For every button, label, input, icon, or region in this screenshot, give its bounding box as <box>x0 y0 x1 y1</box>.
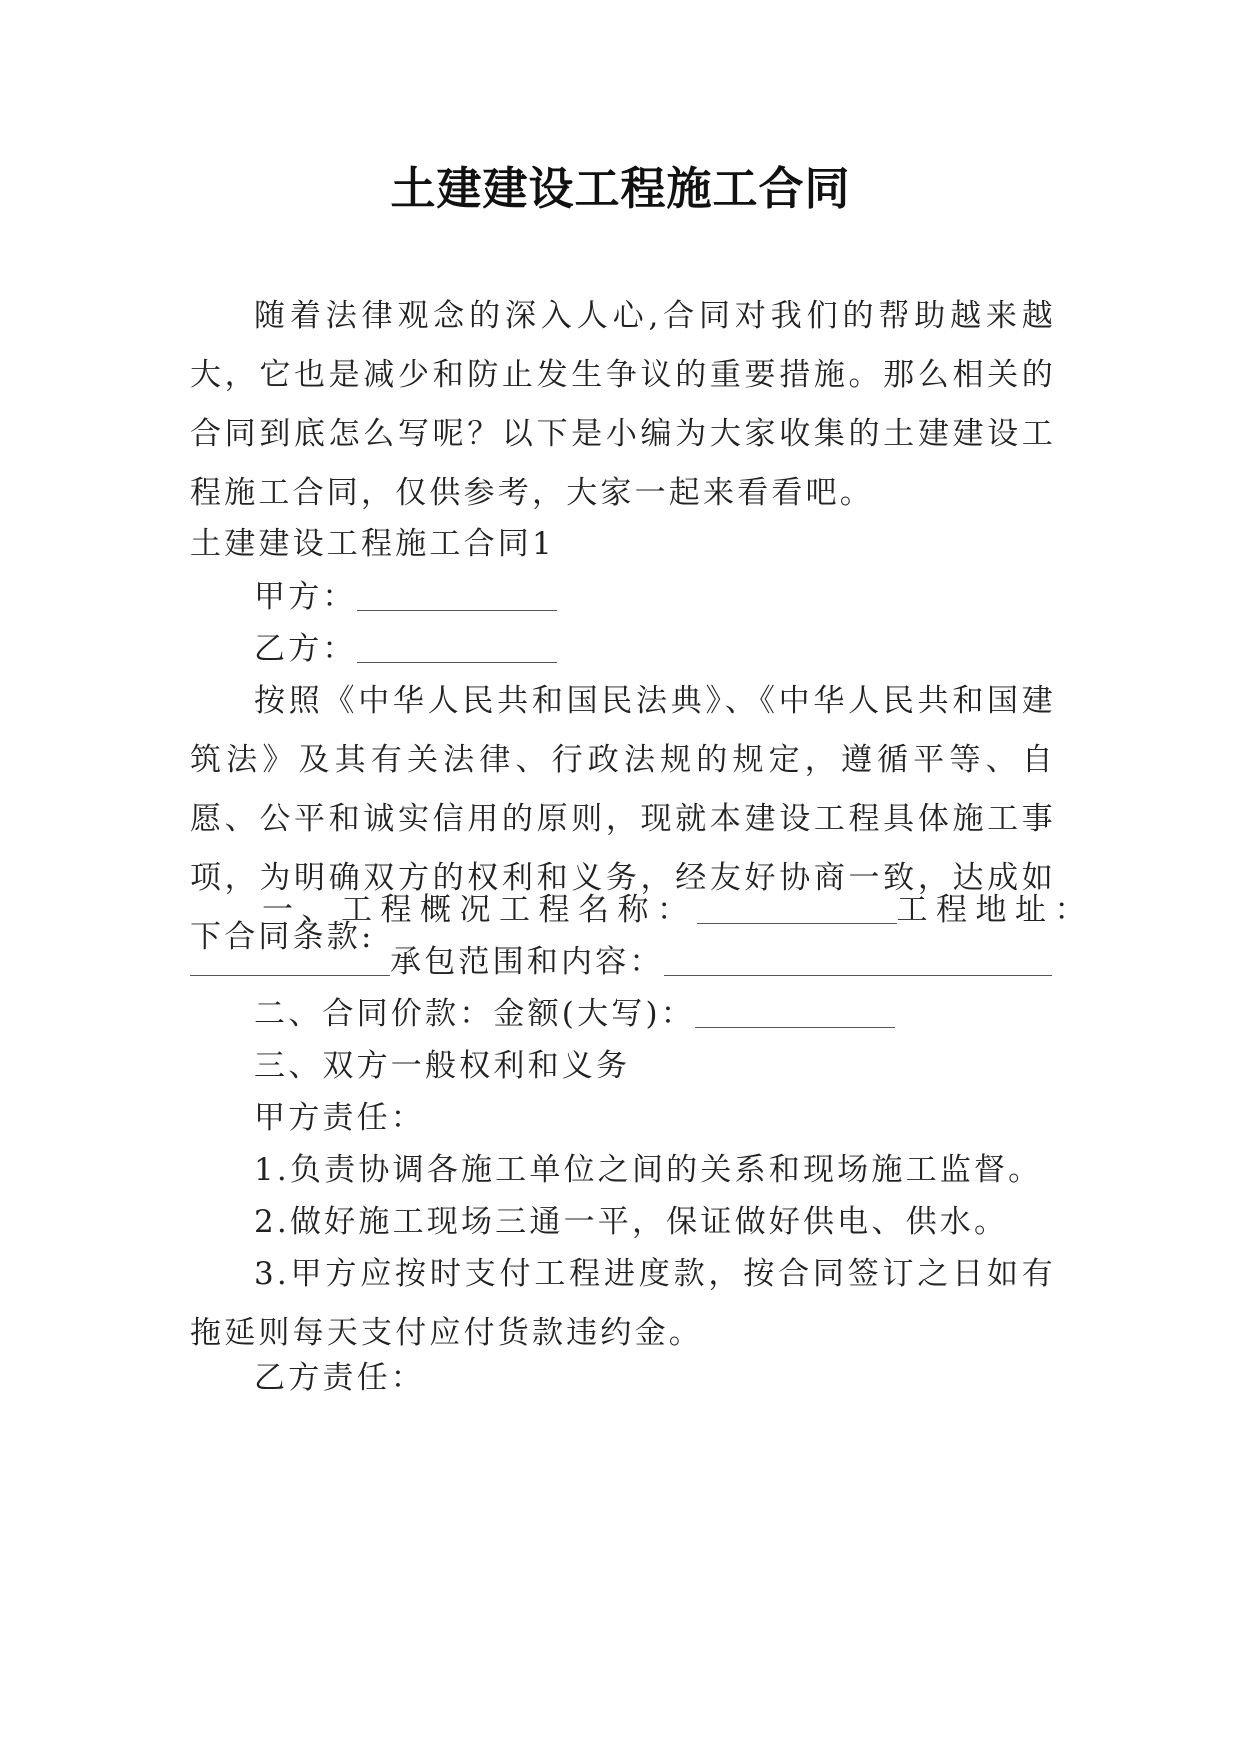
intro-paragraph: 随着法律观念的深入人心,合同对我们的帮助越来越大，它也是减少和防止发生争议的重要措施。那么相关的合同到底怎么写呢？以下是小编为大家收集的土建建设工程施工合同，仅供参考，大家一起来看看吧。 <box>190 298 1056 511</box>
party-b-duties-heading: 乙方责任： <box>254 1360 425 1396</box>
project-name-blank[interactable] <box>697 893 897 924</box>
party-a-blank[interactable] <box>357 580 557 611</box>
clause-2-line <box>190 985 1056 1044</box>
party-a-line <box>190 568 1056 627</box>
duty-item-3: 3.甲方应按时支付工程进度款，按合同签订之日如有拖延则每天支付应付货款违约金。 <box>190 1256 1056 1351</box>
section-title: 土建建设工程施工合同1 <box>190 526 555 562</box>
clause-1-scope-line <box>190 933 1056 992</box>
party-a-label: 甲方： <box>254 579 357 615</box>
contract-price-blank[interactable] <box>695 997 895 1028</box>
project-address-label: 工程地址： <box>896 892 1094 928</box>
contract-price-label: 二、合同价款：金额(大写)： <box>254 996 695 1032</box>
party-b-line <box>190 620 1056 679</box>
clause-1-line <box>190 881 1094 940</box>
duty-item-1: 1.负责协调各施工单位之间的关系和现场施工监督。 <box>254 1152 1043 1188</box>
scope-blank[interactable] <box>664 945 1052 976</box>
project-address-blank[interactable] <box>190 945 390 976</box>
clause-3-heading: 三、双方一般权利和义务 <box>254 1048 631 1084</box>
legal-basis-paragraph: 按照《中华人民共和国民法典》、《中华人民共和国建筑法》及其有关法律、行政法规的规定，遵循平等、自愿、公平和诚实信用的原则，现就本建设工程具体施工事项，为明确双方的权利和义务，经友好协商一致，达成如下合同条款: <box>190 683 1056 955</box>
project-name-label: 一、工程概况工程名称： <box>262 892 697 928</box>
duty-item-2: 2.做好施工现场三通一平，保证做好供电、供水。 <box>254 1204 1009 1240</box>
document-title: 土建建设工程施工合同 <box>390 162 851 215</box>
party-b-blank[interactable] <box>357 632 557 663</box>
scope-label: 承包范围和内容： <box>390 944 664 980</box>
party-a-duties-heading: 甲方责任： <box>254 1100 425 1136</box>
party-b-label: 乙方： <box>254 631 357 667</box>
